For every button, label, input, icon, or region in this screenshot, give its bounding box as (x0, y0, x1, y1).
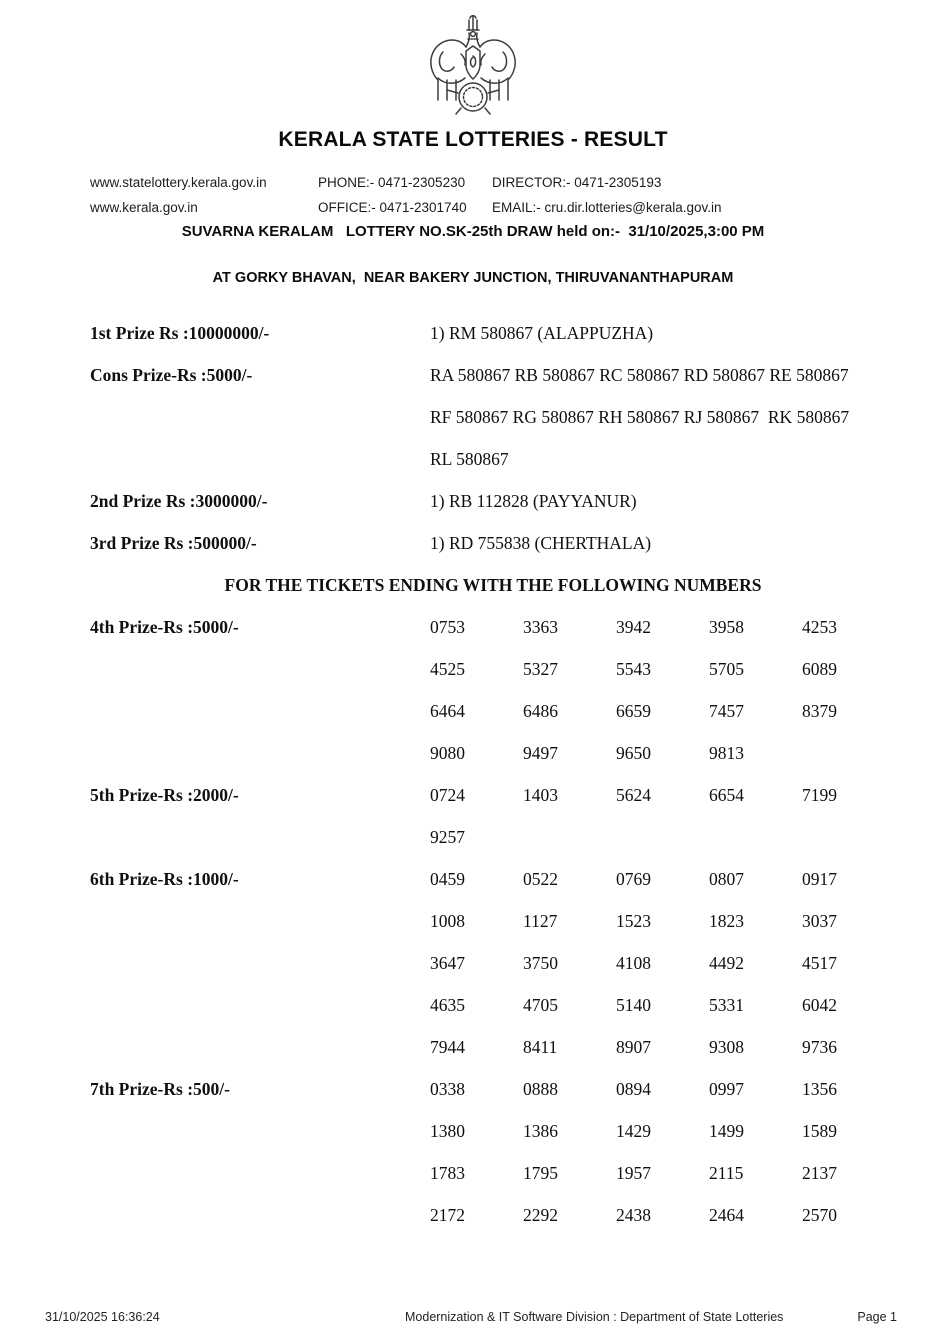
consolation-line: RF 580867 RG 580867 RH 580867 RJ 580867 RK 580867 (430, 407, 850, 427)
sixth-prize-numbers (430, 858, 896, 1068)
ticket-number: 1008 (430, 911, 465, 931)
ticket-number: 3942 (616, 617, 651, 637)
page-title: KERALA STATE LOTTERIES - RESULT (278, 128, 668, 151)
ticket-number: 4525 (430, 659, 465, 679)
seventh-prize-row (90, 1068, 896, 1236)
third-prize-row (90, 522, 896, 564)
ticket-number: 6042 (802, 995, 837, 1015)
contact-block (0, 170, 946, 220)
ticket-number: 1403 (523, 785, 558, 805)
page-footer (0, 1310, 946, 1327)
ticket-number: 0753 (430, 617, 465, 637)
ticket-number: 7944 (430, 1037, 465, 1057)
division-credit: Modernization & IT Software Division : Department of State Lotteries (405, 1310, 784, 1324)
ticket-number: 3958 (709, 617, 744, 637)
third-prize-winner: 1) RD 755838 (CHERTHALA) (430, 533, 652, 553)
sixth-prize-row (90, 858, 896, 1068)
ticket-number: 6089 (802, 659, 837, 679)
sixth-prize-label: 6th Prize-Rs :1000/- (90, 869, 239, 889)
ticket-number: 1499 (709, 1121, 744, 1141)
ticket-number: 0807 (709, 869, 744, 889)
fourth-prize-row (90, 606, 896, 774)
ticket-number: 5624 (616, 785, 651, 805)
ticket-number: 5140 (616, 995, 651, 1015)
ticket-number: 7199 (802, 785, 837, 805)
ticket-number: 3363 (523, 617, 558, 637)
ticket-number: 1523 (616, 911, 651, 931)
ticket-number: 6659 (616, 701, 651, 721)
first-prize-row (90, 312, 896, 354)
ticket-number: 1783 (430, 1163, 465, 1183)
fifth-prize-label: 5th Prize-Rs :2000/- (90, 785, 239, 805)
ticket-number: 8411 (523, 1037, 558, 1057)
ticket-number: 0338 (430, 1079, 465, 1099)
ticket-number: 2464 (709, 1205, 744, 1225)
ticket-number: 9813 (709, 743, 744, 763)
prize-list (0, 312, 946, 1236)
consolation-line: RL 580867 (430, 449, 509, 469)
seventh-prize-label: 7th Prize-Rs :500/- (90, 1079, 230, 1099)
ticket-number: 4492 (709, 953, 744, 973)
ticket-number: 0894 (616, 1079, 651, 1099)
ticket-number: 6464 (430, 701, 465, 721)
ticket-number: 2292 (523, 1205, 558, 1225)
ticket-number: 9308 (709, 1037, 744, 1057)
ticket-number: 9736 (802, 1037, 837, 1057)
ticket-number: 4253 (802, 617, 837, 637)
ticket-number: 3647 (430, 953, 465, 973)
ticket-number: 0769 (616, 869, 651, 889)
consolation-prize-row (90, 354, 896, 480)
ticket-number: 5331 (709, 995, 744, 1015)
ticket-number: 0724 (430, 785, 465, 805)
director-number: DIRECTOR:- 0471-2305193 (492, 175, 662, 190)
ticket-number: 7457 (709, 701, 744, 721)
ticket-number: 5543 (616, 659, 651, 679)
ticket-number: 9257 (430, 827, 465, 847)
ticket-number: 1823 (709, 911, 744, 931)
ticket-number: 9080 (430, 743, 465, 763)
ticket-number: 1356 (802, 1079, 837, 1099)
ticket-number: 1589 (802, 1121, 837, 1141)
ticket-number: 2115 (709, 1163, 744, 1183)
consolation-line: RA 580867 RB 580867 RC 580867 RD 580867 RE 580867 (430, 365, 849, 385)
draw-info: SUVARNA KERALAM LOTTERY NO.SK-25th DRAW held on:- 31/10/2025,3:00 PM (181, 223, 765, 240)
ticket-number: 2137 (802, 1163, 837, 1183)
ticket-number: 4635 (430, 995, 465, 1015)
office-number: OFFICE:- 0471-2301740 (318, 200, 467, 215)
ticket-number: 8379 (802, 701, 837, 721)
ticket-number: 2570 (802, 1205, 837, 1225)
ticket-number: 2438 (616, 1205, 651, 1225)
contact-row-2 (90, 195, 946, 220)
ticket-number: 3037 (802, 911, 837, 931)
ticket-number: 1380 (430, 1121, 465, 1141)
fifth-prize-numbers (430, 774, 896, 858)
second-prize-winner: 1) RB 112828 (PAYYANUR) (430, 491, 637, 511)
email-address: EMAIL:- cru.dir.lotteries@kerala.gov.in (492, 200, 722, 215)
kerala-state-emblem-icon (425, 8, 521, 120)
venue-info: AT GORKY BHAVAN, NEAR BAKERY JUNCTION, THIRUVANANTHAPURAM (212, 270, 734, 286)
ticket-number: 5705 (709, 659, 744, 679)
ticket-number: 0888 (523, 1079, 558, 1099)
ticket-number: 4108 (616, 953, 651, 973)
ticket-number: 1386 (523, 1121, 558, 1141)
tickets-ending-heading: FOR THE TICKETS ENDING WITH THE FOLLOWING NUMBERS (224, 575, 762, 595)
contact-row-1 (90, 170, 946, 195)
ticket-number: 5327 (523, 659, 558, 679)
ticket-number: 9650 (616, 743, 651, 763)
seventh-prize-numbers (430, 1068, 896, 1236)
page-number: Page 1 (857, 1310, 897, 1324)
ticket-number: 0917 (802, 869, 837, 889)
ticket-number: 4517 (802, 953, 837, 973)
consolation-prize-winners (430, 354, 896, 480)
fourth-prize-label: 4th Prize-Rs :5000/- (90, 617, 239, 637)
first-prize-winner: 1) RM 580867 (ALAPPUZHA) (430, 323, 654, 343)
second-prize-label: 2nd Prize Rs :3000000/- (90, 491, 268, 511)
emblem-container (0, 0, 946, 120)
fifth-prize-row (90, 774, 896, 858)
ticket-number: 1957 (616, 1163, 651, 1183)
ticket-number: 1429 (616, 1121, 651, 1141)
website-kerala: www.kerala.gov.in (90, 200, 198, 215)
ticket-number: 2172 (430, 1205, 465, 1225)
consolation-prize-label: Cons Prize-Rs :5000/- (90, 365, 253, 385)
ticket-number: 3750 (523, 953, 558, 973)
third-prize-label: 3rd Prize Rs :500000/- (90, 533, 257, 553)
website-statelottery: www.statelottery.kerala.gov.in (90, 175, 267, 190)
ticket-number: 0997 (709, 1079, 744, 1099)
ticket-number: 6486 (523, 701, 558, 721)
fourth-prize-numbers (430, 606, 896, 774)
ticket-number: 6654 (709, 785, 744, 805)
ticket-number: 0522 (523, 869, 558, 889)
phone-number: PHONE:- 0471-2305230 (318, 175, 466, 190)
ticket-number: 4705 (523, 995, 558, 1015)
ticket-number: 0459 (430, 869, 465, 889)
second-prize-row (90, 480, 896, 522)
first-prize-label: 1st Prize Rs :10000000/- (90, 323, 270, 343)
generated-timestamp: 31/10/2025 16:36:24 (45, 1310, 160, 1324)
ticket-number: 9497 (523, 743, 558, 763)
ticket-number: 8907 (616, 1037, 651, 1057)
ticket-number: 1127 (523, 911, 558, 931)
ticket-number: 1795 (523, 1163, 558, 1183)
